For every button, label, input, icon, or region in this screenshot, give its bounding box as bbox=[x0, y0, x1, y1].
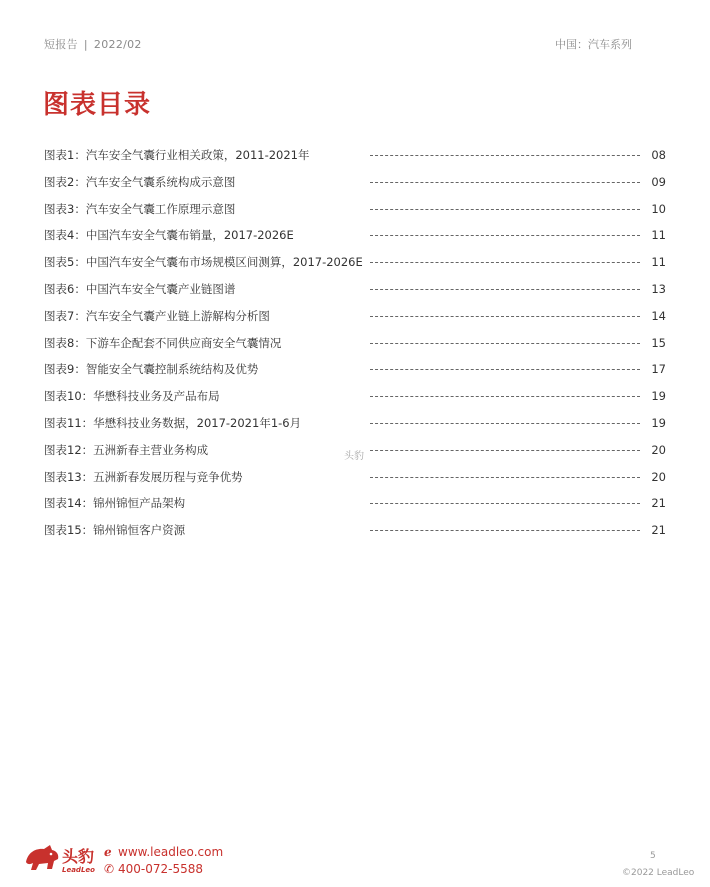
copyright: ©2022 LeadLeo bbox=[622, 868, 695, 878]
toc-entry[interactable] bbox=[44, 468, 668, 495]
toc-entry-label: 图表15：锦州锦恒客户资源 bbox=[44, 523, 186, 538]
toc-entry-page: 14 bbox=[651, 308, 666, 323]
toc-leader-dots bbox=[370, 423, 640, 424]
toc-entry[interactable] bbox=[44, 280, 668, 307]
toc-entry-page: 11 bbox=[651, 255, 666, 270]
toc-entry-label: 图表2：汽车安全气囊系统构成示意图 bbox=[44, 174, 236, 189]
toc-leader-dots bbox=[370, 503, 640, 504]
toc-entry[interactable] bbox=[44, 307, 668, 334]
toc-entry-label: 图表3：汽车安全气囊工作原理示意图 bbox=[44, 201, 236, 216]
toc-entry[interactable] bbox=[44, 494, 668, 521]
toc-entry[interactable] bbox=[44, 360, 668, 387]
toc-leader-dots bbox=[370, 235, 640, 236]
toc-entry-label: 图表14：锦州锦恒产品架构 bbox=[44, 496, 186, 511]
toc-entry-page: 20 bbox=[651, 442, 666, 457]
toc-entry-page: 10 bbox=[651, 201, 666, 216]
page-number: 5 bbox=[650, 851, 656, 861]
toc-entry-label: 图表11：华懋科技业务数据，2017-2021年1-6月 bbox=[44, 415, 302, 430]
toc-entry[interactable] bbox=[44, 334, 668, 361]
toc-leader-dots bbox=[370, 477, 640, 478]
toc-leader-dots bbox=[370, 343, 640, 344]
report-header bbox=[44, 36, 142, 52]
report-type: 短报告 bbox=[44, 38, 78, 51]
toc-entry-page: 19 bbox=[651, 415, 666, 430]
toc-entry-page: 08 bbox=[651, 148, 666, 162]
toc-entry[interactable] bbox=[44, 414, 668, 441]
table-of-charts bbox=[44, 146, 668, 548]
page-title: 图表目录 bbox=[43, 90, 152, 120]
toc-entry[interactable] bbox=[44, 200, 668, 227]
toc-entry[interactable] bbox=[44, 146, 668, 173]
phone-icon: ✆ bbox=[104, 862, 115, 876]
toc-entry-label: 图表5：中国汽车安全气囊布市场规模区间测算，2017-2026E bbox=[44, 255, 363, 270]
toc-entry-label: 图表9：智能安全气囊控制系统结构及优势 bbox=[44, 362, 259, 377]
toc-entry[interactable] bbox=[44, 387, 668, 414]
toc-entry-label: 图表1：汽车安全气囊行业相关政策，2011-2021年 bbox=[44, 148, 310, 162]
toc-entry-label: 图表4：中国汽车安全气囊布销量，2017-2026E bbox=[44, 228, 294, 243]
toc-entry-page: 09 bbox=[651, 174, 666, 189]
header-separator: | bbox=[83, 38, 88, 51]
toc-leader-dots bbox=[370, 396, 640, 397]
web-e-icon: ℯ bbox=[104, 845, 112, 859]
report-date: 2022/02 bbox=[93, 38, 142, 51]
toc-leader-dots bbox=[370, 369, 640, 370]
toc-entry-page: 21 bbox=[651, 523, 666, 538]
toc-leader-dots bbox=[370, 209, 640, 210]
toc-entry[interactable] bbox=[44, 521, 668, 548]
toc-entry-page: 15 bbox=[651, 335, 666, 350]
toc-entry-label: 图表7：汽车安全气囊产业链上游解构分析图 bbox=[44, 308, 270, 323]
toc-entry-page: 19 bbox=[651, 389, 666, 404]
toc-leader-dots bbox=[370, 155, 640, 156]
website-link[interactable]: www.leadleo.com bbox=[118, 845, 224, 859]
report-series: 中国：汽车系列 bbox=[555, 38, 632, 51]
toc-entry-page: 17 bbox=[651, 362, 666, 377]
leopard-logo-icon bbox=[24, 842, 60, 876]
brand-name: 头豹 bbox=[62, 847, 95, 866]
toc-entry-page: 20 bbox=[651, 469, 666, 484]
toc-entry[interactable] bbox=[44, 253, 668, 280]
toc-entry-label: 图表13：五洲新春发展历程与竞争优势 bbox=[44, 469, 243, 484]
toc-entry-label: 图表10：华懋科技业务及产品布局 bbox=[44, 389, 220, 404]
toc-leader-dots bbox=[370, 450, 640, 451]
toc-entry-page: 13 bbox=[651, 281, 666, 296]
phone-number: 400-072-5588 bbox=[118, 862, 204, 876]
toc-entry[interactable] bbox=[44, 226, 668, 253]
toc-leader-dots bbox=[370, 182, 640, 183]
contact-info bbox=[104, 844, 223, 878]
toc-leader-dots bbox=[370, 530, 640, 531]
toc-entry-page: 11 bbox=[651, 228, 666, 243]
toc-entry[interactable] bbox=[44, 173, 668, 200]
toc-leader-dots bbox=[370, 262, 640, 263]
toc-entry-label: 图表6：中国汽车安全气囊产业链图谱 bbox=[44, 281, 236, 296]
toc-leader-dots bbox=[370, 316, 640, 317]
toc-entry-page: 21 bbox=[651, 496, 666, 511]
watermark: 头豹 bbox=[344, 451, 364, 462]
toc-entry-label: 图表8：下游车企配套不同供应商安全气囊情况 bbox=[44, 335, 282, 350]
brand-name-en: LeadLeo bbox=[62, 866, 95, 874]
toc-entry-label: 图表12：五洲新春主营业务构成 bbox=[44, 442, 209, 457]
toc-leader-dots bbox=[370, 289, 640, 290]
